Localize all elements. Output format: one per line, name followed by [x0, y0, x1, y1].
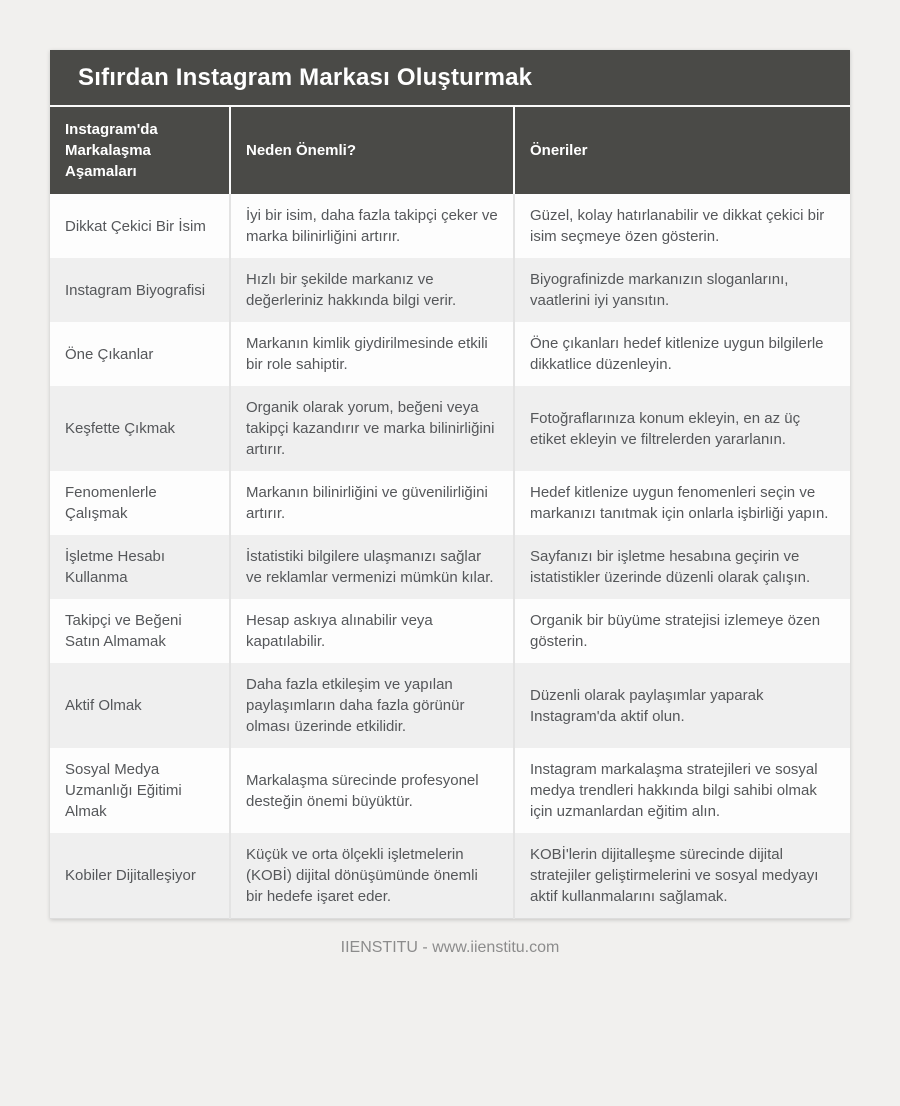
footer-credit: IIENSTITU - www.iienstitu.com — [340, 939, 560, 956]
why-cell: Markanın kimlik giydirilmesinde etkili bir role sahiptir. — [230, 322, 514, 386]
suggestion-cell: Biyografinizde markanızın sloganlarını, vaatlerini iyi yansıtın. — [514, 258, 850, 322]
suggestion-cell: Hedef kitlenize uygun fenomenleri seçin ve markanızı tanıtmak için onlarla işbirliği yapın. — [514, 471, 850, 535]
suggestion-cell: Instagram markalaşma stratejileri ve sosyal medya trendleri hakkında bilgi sahibi olmak için uzmanlardan eğitim alın. — [514, 748, 850, 833]
table-row — [50, 258, 850, 322]
table-header — [50, 107, 850, 194]
why-cell: Hızlı bir şekilde markanız ve değerleriniz hakkında bilgi verir. — [230, 258, 514, 322]
stage-cell: Keşfette Çıkmak — [50, 386, 230, 471]
table-row — [50, 535, 850, 599]
stage-cell: İşletme Hesabı Kullanma — [50, 535, 230, 599]
why-cell: İstatistiki bilgilere ulaşmanızı sağlar ve reklamlar vermenizi mümkün kılar. — [230, 535, 514, 599]
table-row — [50, 386, 850, 471]
stage-cell: Fenomenlerle Çalışmak — [50, 471, 230, 535]
column-header-suggestions: Öneriler — [514, 107, 850, 194]
column-header-why-important: Neden Önemli? — [230, 107, 514, 194]
table-row — [50, 599, 850, 663]
stage-cell: Öne Çıkanlar — [50, 322, 230, 386]
table-row — [50, 833, 850, 919]
why-cell: İyi bir isim, daha fazla takipçi çeker ve marka bilinirliğini artırır. — [230, 194, 514, 258]
table-row — [50, 663, 850, 748]
why-cell: Markalaşma sürecinde profesyonel desteğin önemi büyüktür. — [230, 748, 514, 833]
suggestion-cell: Fotoğraflarınıza konum ekleyin, en az üç etiket ekleyin ve filtrelerden yararlanın. — [514, 386, 850, 471]
why-cell: Küçük ve orta ölçekli işletmelerin (KOBİ) dijital dönüşümünde önemli bir hedefe işaret eder. — [230, 833, 514, 919]
suggestion-cell: KOBİ'lerin dijitalleşme sürecinde dijital stratejiler geliştirmelerini ve sosyal medyayı aktif kullanmalarını sağlamak. — [514, 833, 850, 919]
table-row — [50, 194, 850, 258]
table-row — [50, 748, 850, 833]
stage-cell: Kobiler Dijitalleşiyor — [50, 833, 230, 919]
why-cell: Daha fazla etkileşim ve yapılan paylaşımların daha fazla görünür olması üzerinde etkilidir. — [230, 663, 514, 748]
stage-cell: Aktif Olmak — [50, 663, 230, 748]
table-row — [50, 322, 850, 386]
why-cell: Hesap askıya alınabilir veya kapatılabilir. — [230, 599, 514, 663]
why-cell: Markanın bilinirliğini ve güvenilirliğini artırır. — [230, 471, 514, 535]
why-cell: Organik olarak yorum, beğeni veya takipçi kazandırır ve marka bilinirliğini artırır. — [230, 386, 514, 471]
stage-cell: Takipçi ve Beğeni Satın Almamak — [50, 599, 230, 663]
suggestion-cell: Organik bir büyüme stratejisi izlemeye özen gösterin. — [514, 599, 850, 663]
suggestion-cell: Düzenli olarak paylaşımlar yaparak Instagram'da aktif olun. — [514, 663, 850, 748]
content-card — [50, 50, 850, 919]
table-body — [50, 194, 850, 919]
stage-cell: Sosyal Medya Uzmanlığı Eğitimi Almak — [50, 748, 230, 833]
suggestion-cell: Öne çıkanları hedef kitlenize uygun bilgilerle dikkatlice düzenleyin. — [514, 322, 850, 386]
branding-table — [50, 107, 850, 919]
header-row — [50, 107, 850, 194]
suggestion-cell: Sayfanızı bir işletme hesabına geçirin ve istatistikler üzerinde düzenli olarak çalışın. — [514, 535, 850, 599]
stage-cell: Instagram Biyografisi — [50, 258, 230, 322]
suggestion-cell: Güzel, kolay hatırlanabilir ve dikkat çekici bir isim seçmeye özen gösterin. — [514, 194, 850, 258]
column-header-stages: Instagram'da Markalaşma Aşamaları — [50, 107, 230, 194]
table-row — [50, 471, 850, 535]
stage-cell: Dikkat Çekici Bir İsim — [50, 194, 230, 258]
page-title: Sıfırdan Instagram Markası Oluşturmak — [50, 50, 850, 107]
